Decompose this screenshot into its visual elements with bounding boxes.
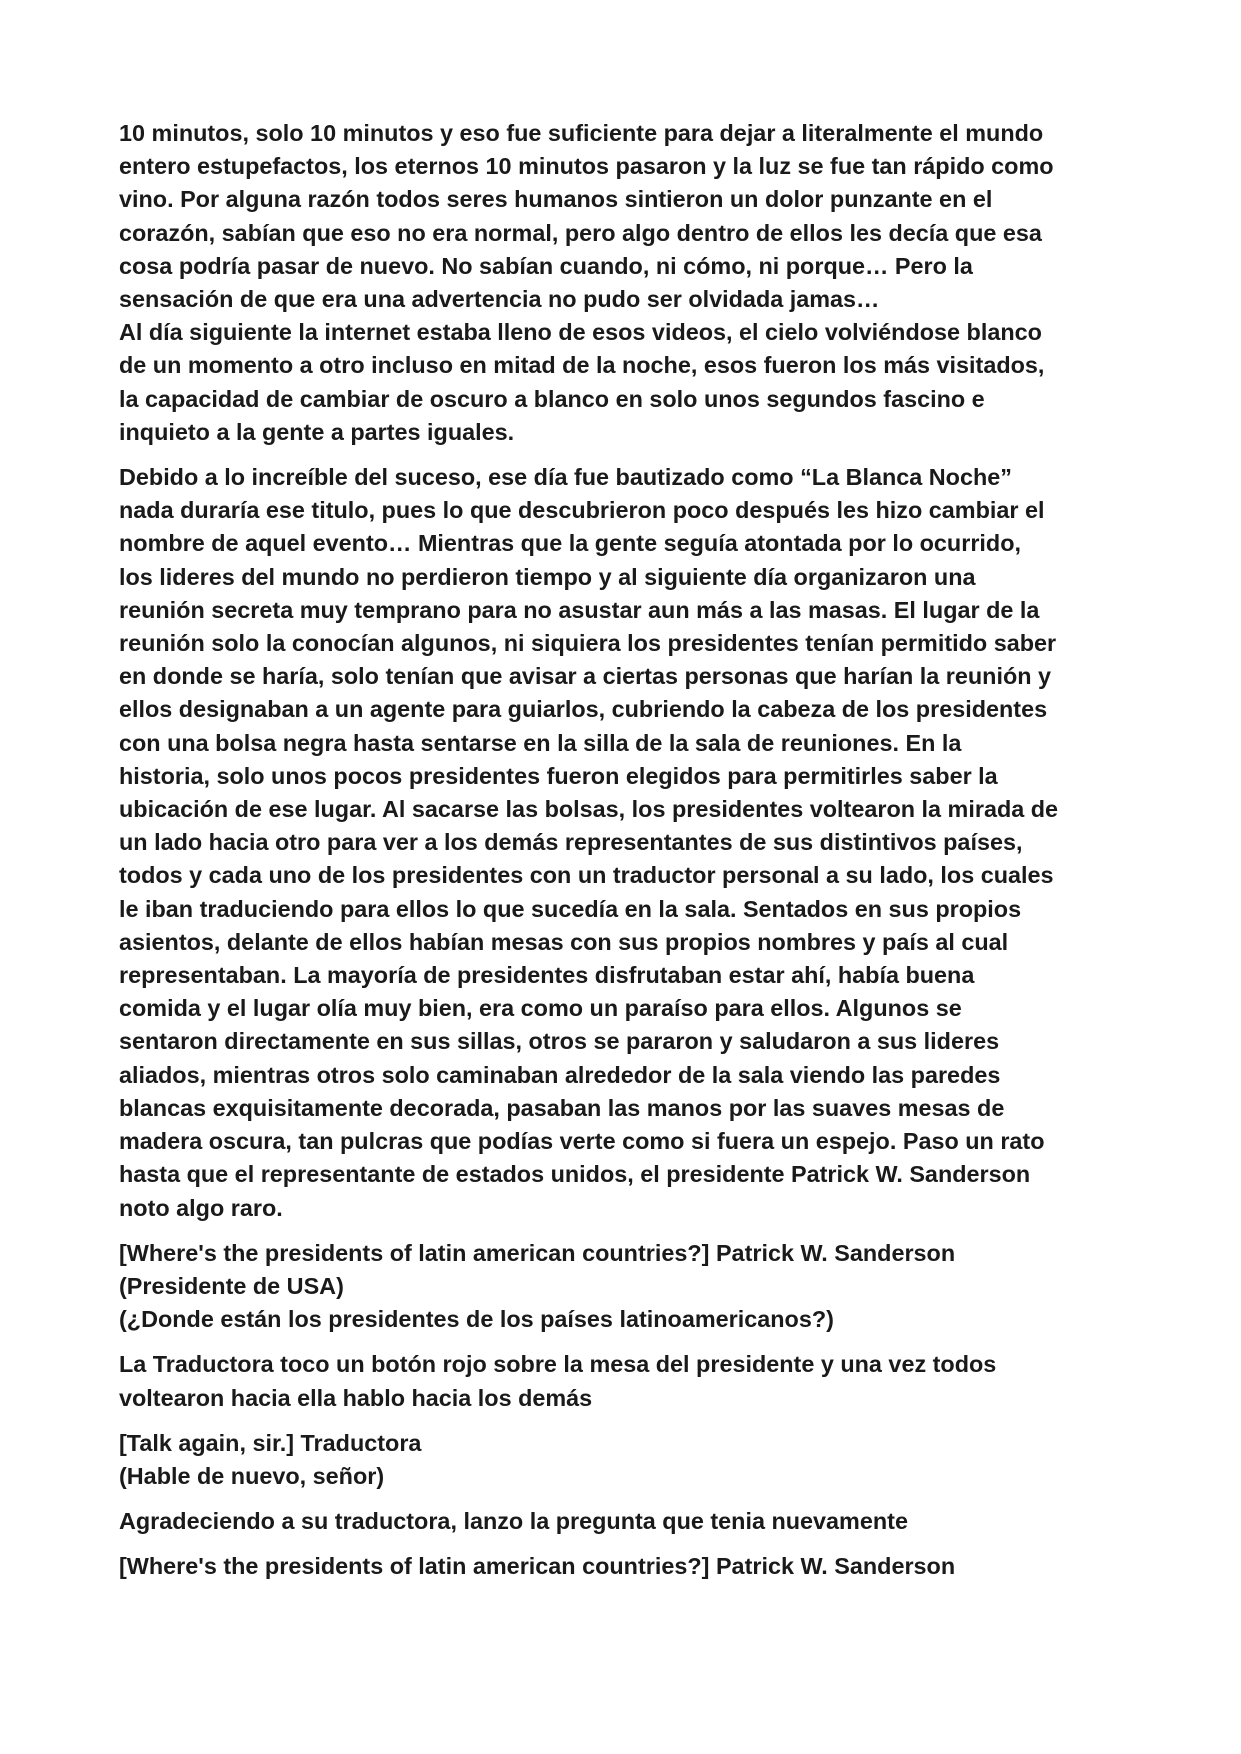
paragraph-3: [Where's the presidents of latin american countries?] Patrick W. Sanderson (Presidente de USA) (¿Donde están los presidentes de los países latinoamericanos?) <box>119 1239 956 1333</box>
paragraph-5: [Talk again, sir.] Traductora (Hable de nuevo, señor) <box>119 1429 422 1489</box>
paragraph-7: [Where's the presidents of latin american countries?] Patrick W. Sanderson <box>119 1553 956 1580</box>
paragraph-2: Debido a lo increíble del suceso, ese día fue bautizado como “La Blanca Noche” nada duraría ese titulo, pues lo que descubrieron poco después les hizo cambiar el nombre de aquel evento… Mientras que la gente seguía atontada por lo ocurrido, los lideres del mundo no perdieron tiempo y al siguiente día organizaron una reunión secreta muy temprano para no asustar aun más a las masas. El lugar de la reunión solo la conocían algunos, ni siquiera los presidentes tenían permitido saber en donde se haría, solo tenían que avisar a ciertas personas que harían la reunión y ellos designaban a un agente para guiarlos, cubriendo la cabeza de los presidentes con una bolsa negra hasta sentarse en la silla de la sala de reuniones. En la historia, solo unos pocos presidentes fueron elegidos para permitirles saber la ubicación de ese lugar. Al sacarse las bolsas, los presidentes voltearon la mirada de un lado hacia otro para ver a los demás representantes de sus distintivos países, todos y cada uno de los presidentes con un traductor personal a su lado, los cuales le iban traduciendo para ellos lo que sucedía en la sala. Sentados en sus propios asientos, delante de ellos habían mesas con sus propios nombres y país al cual representaban. La mayoría de presidentes disfrutaban estar ahí, había buena comida y el lugar olía muy bien, era como un paraíso para ellos. Algunos se sentaron directamente en sus sillas, otros se pararon y saludaron a sus lideres aliados, mientras otros solo caminaban alrededor de la sala viendo las paredes blancas exquisitamente decorada, pasaban las manos por las suaves mesas de madera oscura, tan pulcras que podías verte como si fuera un espejo. Paso un rato hasta que el representante de estados unidos, el presidente Patrick W. Sanderson noto algo raro. <box>119 464 1059 1221</box>
paragraph-6: Agradeciendo a su traductora, lanzo la pregunta que tenia nuevamente <box>119 1508 908 1535</box>
document-page <box>119 117 1129 1596</box>
paragraph-4: La Traductora toco un botón rojo sobre la mesa del presidente y una vez todos voltearon hacia ella hablo hacia los demás <box>119 1351 997 1411</box>
paragraph-1: 10 minutos, solo 10 minutos y eso fue suficiente para dejar a literalmente el mundo entero estupefactos, los eternos 10 minutos pasaron y la luz se fue tan rápido como vino. Por alguna razón todos seres humanos sintieron un dolor punzante en el corazón, sabían que eso no era normal, pero algo dentro de ellos les decía que esa cosa podría pasar de nuevo. No sabían cuando, ni cómo, ni porque… Pero la sensación de que era una advertencia no pudo ser olvidada jamas… Al día siguiente la internet estaba lleno de esos videos, el cielo volviéndose blanco de un momento a otro incluso en mitad de la noche, esos fueron los más visitados, la capacidad de cambiar de oscuro a blanco en solo unos segundos fascino e inquieto a la gente a partes iguales. <box>119 120 1054 445</box>
